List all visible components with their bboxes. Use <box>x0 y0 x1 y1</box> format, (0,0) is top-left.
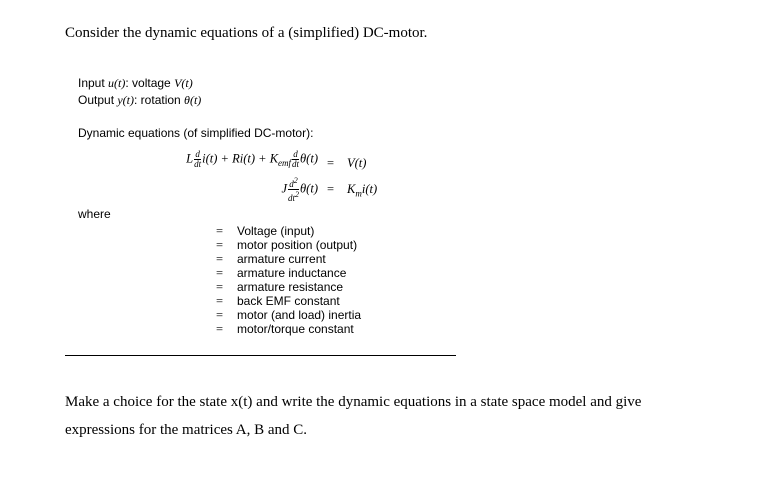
eq2-J: J <box>281 181 288 196</box>
eq1-dt2: dt <box>292 159 300 169</box>
eq2-sq-den: 2 <box>295 190 300 199</box>
variable-description: armature current <box>237 252 326 266</box>
variable-equals: = <box>216 266 224 280</box>
output-symbol: y(t) <box>117 93 135 107</box>
variable-equals: = <box>216 294 224 308</box>
eq1-term2: Ri(t) + <box>232 151 270 166</box>
output-separator: : rotation <box>134 93 185 107</box>
eq2-theta: θ(t) <box>300 181 318 196</box>
eq2-rhs-tail: i(t) <box>361 182 378 196</box>
dynamic-equations-header: Dynamic equations (of simplified DC-motor): <box>78 126 314 140</box>
eq2-second-derivative <box>288 176 299 203</box>
eq1-d1: d <box>195 149 200 159</box>
output-value: θ(t) <box>184 93 202 107</box>
eq2-dt: dt <box>288 193 296 203</box>
question-line-2: expressions for the matrices A, B and C. <box>65 422 308 438</box>
eq2-m: m <box>355 188 362 199</box>
intro-text: Consider the dynamic equations of a (simplified) DC-motor. <box>65 25 428 41</box>
eq1-theta: θ(t) <box>300 151 318 166</box>
eq2-d: d <box>289 179 294 189</box>
eq1-dt1: dt <box>194 159 202 169</box>
eq1-rhs: V(t) <box>347 156 367 170</box>
horizontal-divider <box>65 355 456 356</box>
input-label: Input <box>78 76 109 90</box>
variable-description: Voltage (input) <box>237 224 315 238</box>
input-symbol: u(t) <box>108 76 126 90</box>
variable-description: motor (and load) inertia <box>237 308 362 322</box>
equation-1-lhs <box>186 150 318 169</box>
eq1-K: K <box>269 151 279 166</box>
variable-equals: = <box>216 308 224 322</box>
eq1-L: L <box>186 151 194 166</box>
where-label: where <box>78 207 111 221</box>
variable-equals: = <box>216 252 224 266</box>
eq1-emf: emf <box>278 157 292 168</box>
eq1-derivative-2 <box>292 150 299 169</box>
eq2-sq-num: 2 <box>293 176 298 185</box>
equation-2-lhs <box>281 176 318 203</box>
eq2-K: K <box>347 182 356 196</box>
output-definition <box>78 93 201 108</box>
eq1-equals: = <box>327 156 335 170</box>
eq1-derivative-1 <box>194 150 201 169</box>
variable-description: motor/torque constant <box>237 322 354 336</box>
variable-description: armature resistance <box>237 280 344 294</box>
eq2-rhs <box>347 182 377 199</box>
variable-description: motor position (output) <box>237 238 358 252</box>
variable-equals: = <box>216 280 224 294</box>
variable-equals: = <box>216 322 224 336</box>
input-separator: : voltage <box>125 76 175 90</box>
eq1-d2: d <box>293 149 298 159</box>
variable-description: armature inductance <box>237 266 347 280</box>
variable-description: back EMF constant <box>237 294 340 308</box>
variable-equals: = <box>216 238 224 252</box>
variable-equals: = <box>216 224 224 238</box>
input-value: V(t) <box>174 76 193 90</box>
input-definition <box>78 76 193 91</box>
output-label: Output <box>78 93 118 107</box>
eq2-equals: = <box>327 182 335 196</box>
question-line-1: Make a choice for the state x(t) and write the dynamic equations in a state space model and give <box>65 394 642 410</box>
eq1-term1: i(t) + <box>202 151 233 166</box>
